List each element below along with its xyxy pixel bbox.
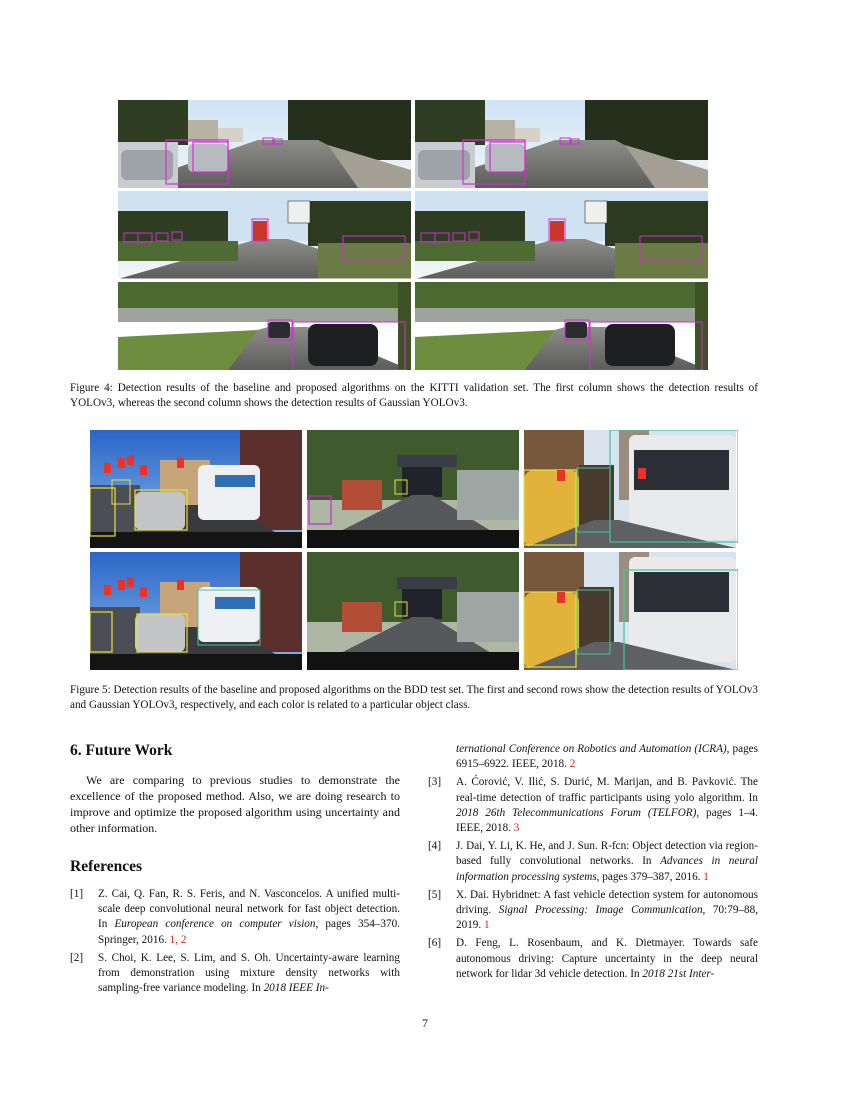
reference-venue: 2018 IEEE In- xyxy=(263,982,329,995)
reference-number: [2] xyxy=(70,951,84,964)
reference-3 xyxy=(428,775,758,836)
reference-4 xyxy=(428,839,758,885)
figure-4-caption: Figure 4: Detection results of the baseline and proposed algorithms on the KITTI validation set. The first column shows the detection results of YOLOv3, whereas the second column shows the detection results of Gaussian YOLOv3. xyxy=(70,382,758,409)
reference-text: A. Ćorović, V. Ilić, S. Durić, M. Marijan, and B. Pavković. The real-time detection of traffic participants using yolo algorithm. In xyxy=(456,776,758,804)
reference-number: [4] xyxy=(428,840,442,853)
section-heading: 6. Future Work xyxy=(70,742,173,759)
reference-venue: Advances in neural information processing systems xyxy=(456,855,758,883)
figure-5-image-grid xyxy=(90,430,738,670)
reference-2 xyxy=(70,951,400,997)
section-body: We are comparing to previous studies to demonstrate the excellence of the proposed method. Also, we are doing research to improve and optimize the proposed algorithm using uncertainty and other information. xyxy=(70,773,400,835)
reference-6 xyxy=(428,936,758,982)
bdd-row1 xyxy=(90,430,738,548)
reference-text: J. Dai, Y. Li, K. He, and J. Sun. R-fcn: Object detection via region-based fully convolutional networks. In xyxy=(456,840,758,868)
reference-number: [5] xyxy=(428,888,442,901)
reference-venue: 2018 26th Telecommunications Forum (TELFOR) xyxy=(456,806,697,819)
reference-number: [6] xyxy=(428,937,442,950)
reference-text: S. Choi, K. Lee, S. Lim, and S. Oh. Uncertainty-aware learning from demonstration using mixture density networks with sampling-free variance modeling. In xyxy=(98,951,400,995)
reference-text: X. Dai. Hybridnet: A fast vehicle detection system for autonomous driving. xyxy=(456,888,758,917)
reference-venue: ternational Conference on Robotics and Automation (ICRA) xyxy=(456,743,727,755)
reference-5 xyxy=(428,888,758,934)
reference-tail: , pages 6915–6922. IEEE, 2018. xyxy=(456,743,758,771)
reference-tail: , pages 1–4. IEEE, 2018. xyxy=(456,806,758,835)
reference-text: D. Feng, L. Rosenbaum, and K. Dietmayer. Towards safe autonomous driving: Capture uncertainty in the deep neural network for lidar 3d vehicle detection. In xyxy=(456,937,758,980)
references-heading: References xyxy=(70,858,143,875)
reference-venue: European conference on computer vision xyxy=(114,918,316,931)
page-number: 7 xyxy=(422,1016,428,1030)
reference-2-continuation xyxy=(428,742,758,772)
reference-number: [3] xyxy=(428,776,442,789)
reference-text: Z. Cai, Q. Fan, R. S. Feris, and N. Vasconcelos. A unified multi-scale deep convolutional neural network for fast object detection. In xyxy=(98,888,400,931)
citation-backlink[interactable]: 2 xyxy=(569,758,576,771)
reference-tail: , pages 379–387, 2016. xyxy=(596,870,704,883)
citation-backlink[interactable]: 1 xyxy=(483,919,490,932)
left-column xyxy=(70,742,400,999)
citation-backlink[interactable]: 3 xyxy=(513,822,520,835)
reference-venue: Signal Processing: Image Communication xyxy=(498,904,703,917)
reference-1 xyxy=(70,887,400,948)
citation-backlink[interactable]: 1 xyxy=(703,870,709,883)
reference-number: [1] xyxy=(70,888,84,900)
citation-backlink[interactable]: 1, 2 xyxy=(169,933,187,946)
reference-tail: , 70:79–88, 2019. xyxy=(456,904,758,932)
reference-venue: 2018 21st Inter- xyxy=(642,967,715,980)
bdd-row2 xyxy=(90,552,738,670)
figure-5-caption: Figure 5: Detection results of the baseline and proposed algorithms on the BDD test set. The first and second rows show the detection results of YOLOv3 and Gaussian YOLOv3, respectively, and each color is related to a particular object class. xyxy=(70,684,758,711)
right-column xyxy=(428,742,758,985)
reference-tail: , pages 354–370. Springer, 2016. xyxy=(98,918,400,946)
figure-4-image-grid xyxy=(118,100,710,370)
